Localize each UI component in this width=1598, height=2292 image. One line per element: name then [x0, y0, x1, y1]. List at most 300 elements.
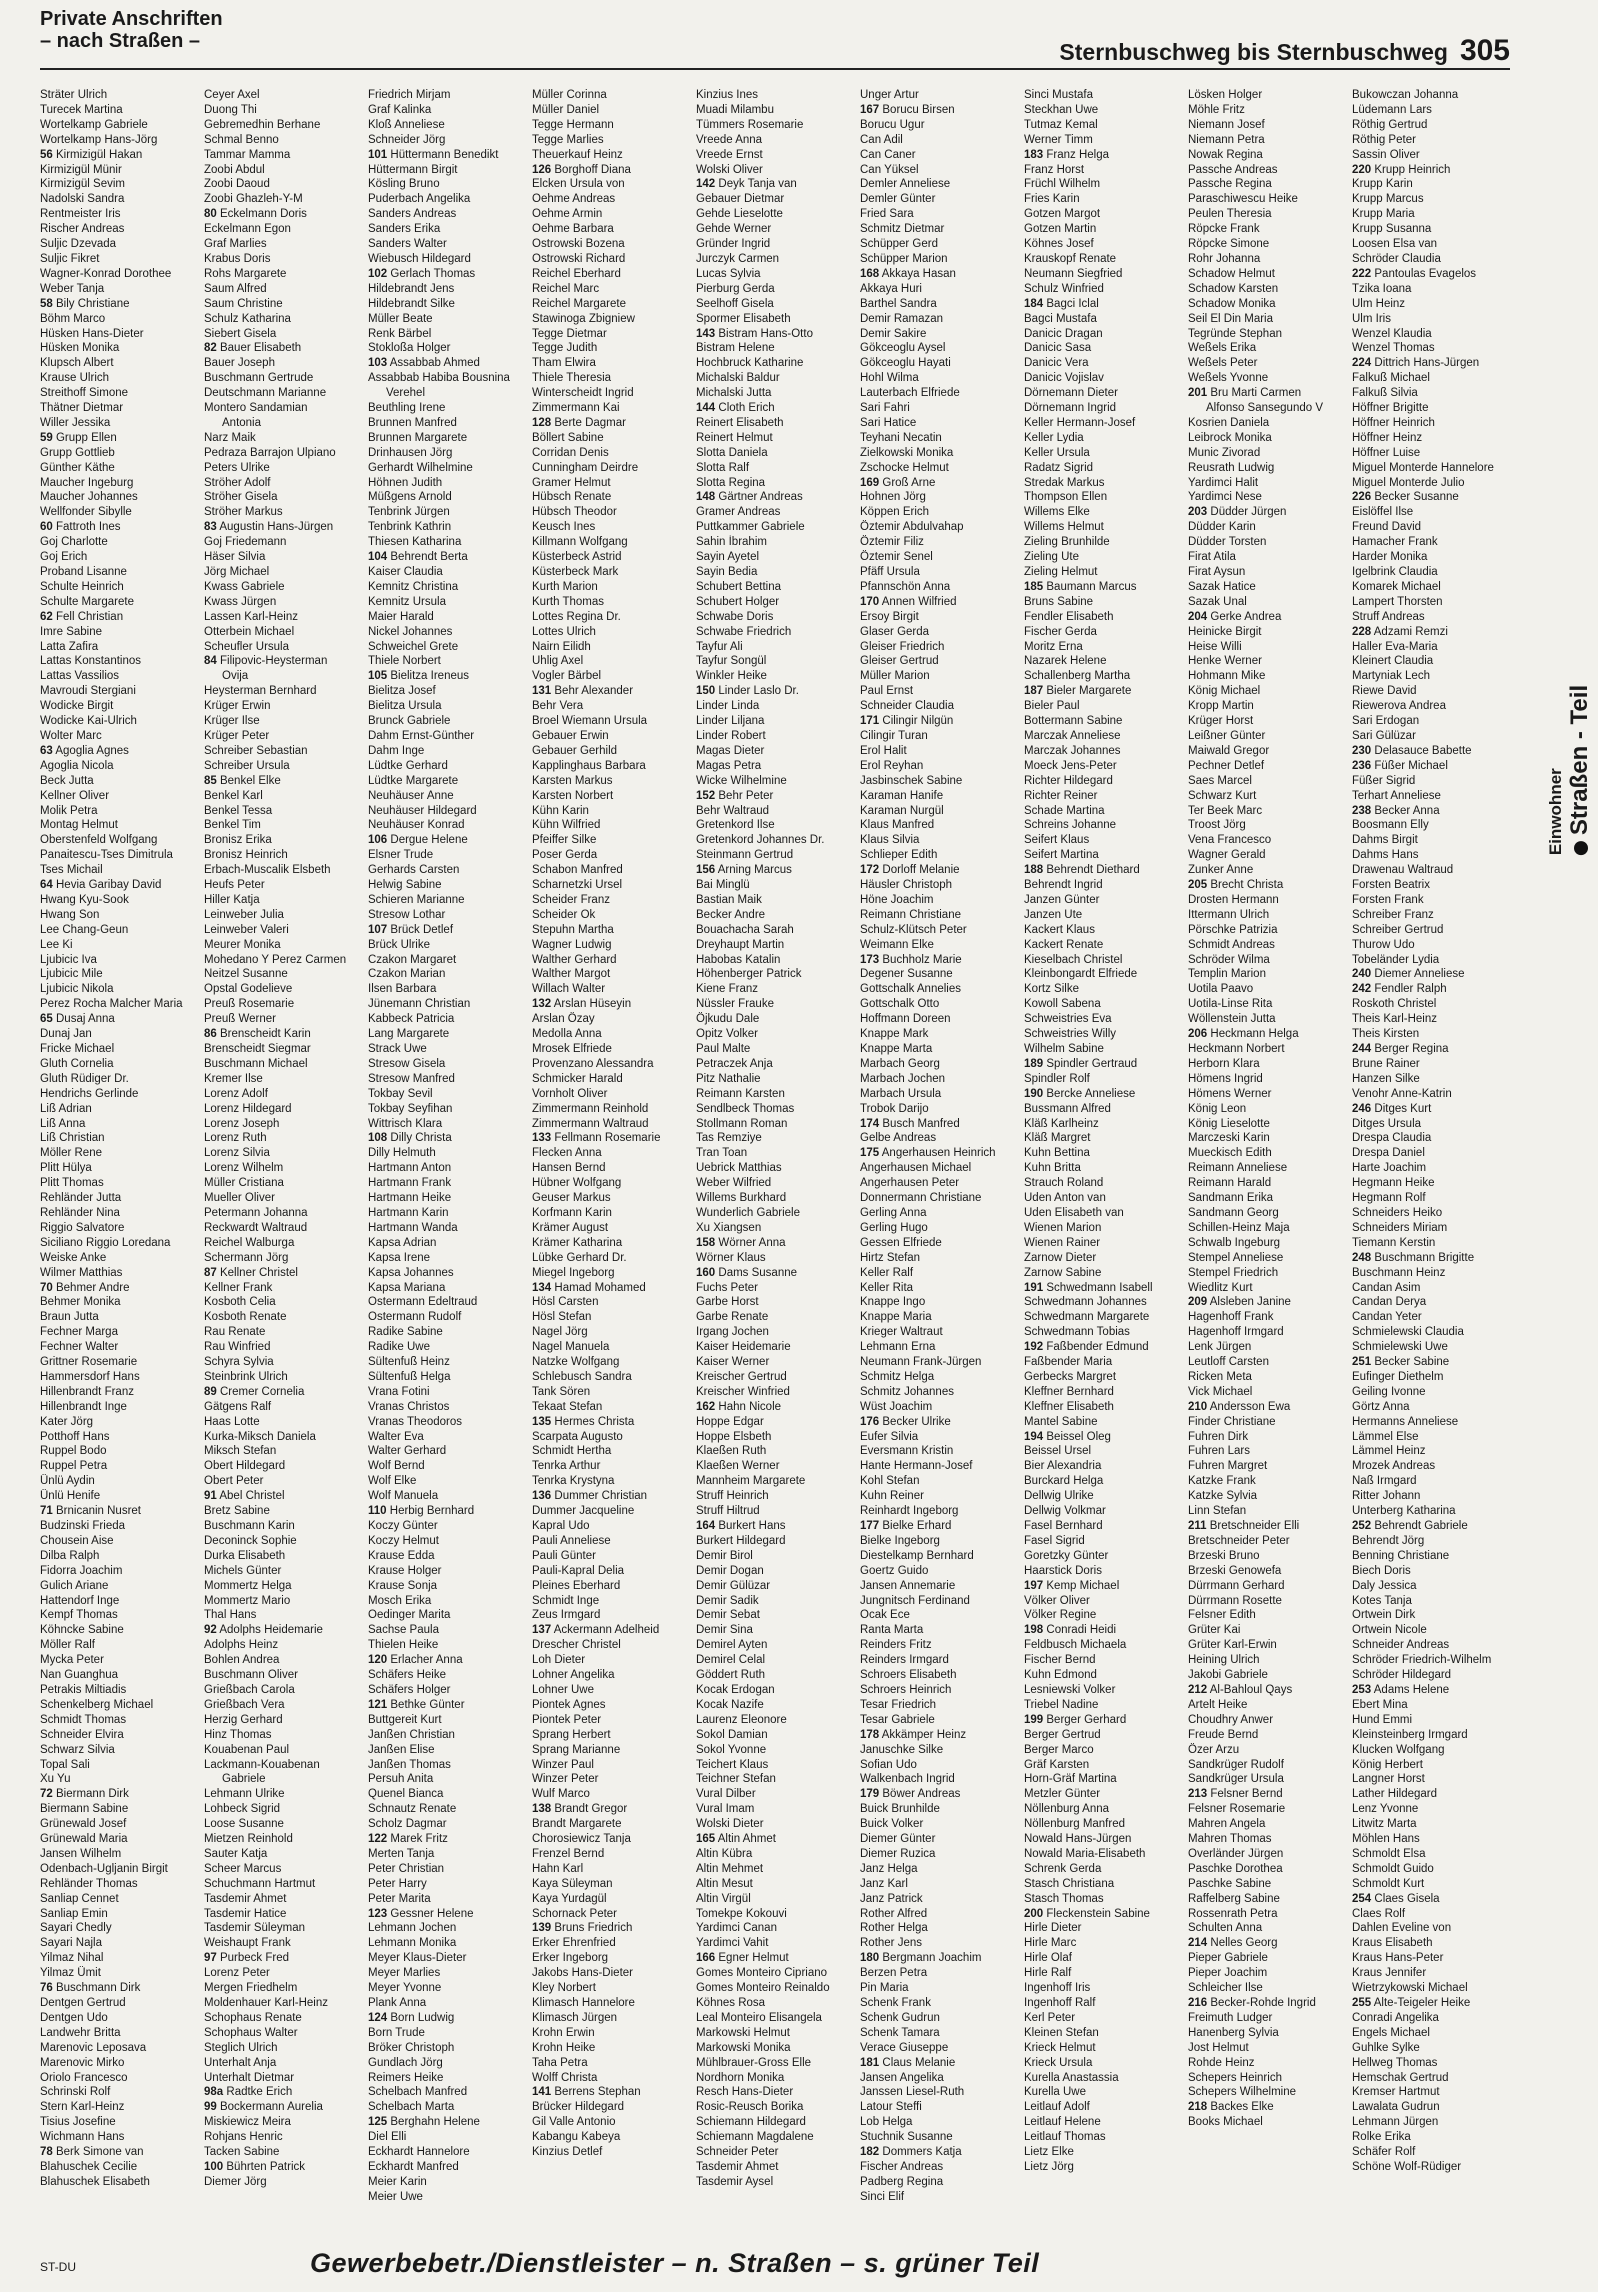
list-item: Yardimci Vahit [696, 1937, 769, 1950]
list-item: Hagenhoff Irmgard [1188, 1326, 1284, 1339]
list-item: Schweichel Grete [368, 640, 459, 653]
list-item: Schreins Johanne [1024, 819, 1117, 832]
list-item: Brück Ulrike [368, 938, 430, 951]
directory-column [1188, 88, 1352, 2228]
list-item: Hegmann Rolf [1352, 1192, 1426, 1205]
list-item: Buick Brunhilde [860, 1803, 940, 1816]
list-item: Pauli-Kapral Delia [532, 1564, 625, 1577]
list-item: Schmidt Inge [532, 1594, 600, 1607]
list-item: Schelbach Marta [368, 2101, 455, 2114]
list-item: 238 Becker Anna [1352, 804, 1440, 817]
list-item: Jungnitsch Ferdinand [860, 1594, 970, 1607]
list-item: Topal Sali [40, 1758, 90, 1771]
list-item: Ittermann Ulrich [1188, 908, 1270, 921]
list-item: Ebert Mina [1352, 1698, 1408, 1711]
list-item: Faßbender Maria [1024, 1356, 1113, 1369]
list-item: Leinweber Valeri [204, 923, 289, 936]
list-item: Mosch Erika [368, 1594, 432, 1607]
list-item: Kurka-Miksch Daniela [204, 1430, 316, 1443]
list-item: Nazarek Helene [1024, 655, 1107, 668]
list-item: 160 Dams Susanne [696, 1266, 798, 1279]
list-item: Friedrich Mirjam [368, 89, 451, 101]
list-item: 179 Böwer Andreas [860, 1788, 961, 1801]
list-item: Adolphs Heinz [204, 1639, 279, 1652]
list-item: Pieper Gabriele [1188, 1952, 1268, 1965]
list-item: Tran Toan [696, 1147, 748, 1160]
list-item: Keller Ralf [860, 1266, 914, 1279]
list-item: Koczy Günter [368, 1520, 438, 1532]
list-item: Kleinen Stefan [1024, 2026, 1099, 2039]
list-item: Templin Marion [1188, 968, 1266, 981]
list-item: Choudhry Anwer [1188, 1713, 1274, 1726]
list-item: 60 Fattroth Ines [40, 521, 121, 534]
section-tab [1546, 640, 1593, 900]
list-item: Wilhelm Sabine [1024, 1043, 1104, 1055]
list-item: Dellwig Volkmar [1024, 1505, 1106, 1518]
list-item: 218 Backes Elke [1188, 2101, 1274, 2114]
list-item: Tacken Sabine [204, 2146, 280, 2159]
list-item: Kackert Renate [1024, 938, 1104, 951]
list-item: Beuthling Irene [368, 402, 446, 415]
list-item: Rau Renate [204, 1326, 266, 1339]
list-item: Gleiser Friedrich [860, 640, 945, 653]
list-item: Tses Michail [40, 864, 103, 877]
list-item: Czakon Marian [368, 968, 446, 981]
list-item: Tegge Marlies [532, 133, 604, 146]
list-item: Liß Christian [40, 1132, 105, 1145]
list-item: Winterscheidt Ingrid [532, 387, 634, 400]
list-item: Schwarz Kurt [1188, 789, 1257, 802]
list-item: Petrakis Miltiadis [40, 1683, 127, 1696]
list-item: Flecken Anna [532, 1147, 602, 1160]
list-item: Tasdemir Süleyman [204, 1922, 305, 1935]
list-item: Klimasch Jürgen [532, 2011, 618, 2024]
list-item: Burkert Hildegard [696, 1534, 786, 1547]
list-item: Lorenz Peter [204, 1967, 270, 1980]
list-item: Weber Tanja [40, 282, 105, 295]
list-item: Scheider Ok [532, 908, 596, 921]
list-item: Kackert Klaus [1024, 923, 1095, 936]
list-item: Völker Regine [1024, 1609, 1097, 1622]
list-item: Linder Robert [696, 729, 766, 742]
list-item: Gebauer Gerhild [532, 744, 618, 757]
list-item: Degener Susanne [860, 968, 953, 981]
list-item: Reichel Walburga [204, 1236, 295, 1249]
list-item: Wiebusch Hildegard [368, 252, 471, 265]
list-item: Tomekpe Kokouvi [696, 1907, 787, 1920]
list-item: Uhlig Axel [532, 655, 584, 668]
list-item: Schuchmann Hartmut [204, 1877, 316, 1890]
list-item: Born Trude [368, 2026, 425, 2039]
list-item: Mahren Angela [1188, 1818, 1266, 1831]
list-item: Lorenz Wilhelm [204, 1162, 284, 1175]
list-item: Oehme Armin [532, 208, 603, 221]
list-item: Vreede Anna [696, 133, 763, 146]
list-item: Zoobi Abdul [204, 163, 265, 176]
list-item: Walkenbach Ingrid [860, 1773, 955, 1786]
list-item: Unterhalt Anja [204, 2056, 277, 2069]
list-item: Buschmann Michael [204, 1057, 308, 1070]
list-item: Köppen Erich [860, 506, 930, 519]
list-item: Reimers Heike [368, 2071, 444, 2084]
list-item: Hahn Karl [532, 1862, 584, 1875]
list-item: Passche Regina [1188, 178, 1272, 191]
list-item: Stresow Gisela [368, 1057, 446, 1070]
list-item: Steinbrink Ulrich [204, 1370, 288, 1383]
list-item: Schreiber Sebastian [204, 744, 308, 757]
list-item: Ersoy Birgit [860, 610, 919, 623]
list-item: Barthel Sandra [860, 297, 937, 310]
list-item: Sari Gülüzar [1352, 729, 1416, 742]
list-item: Zieling Brunhilde [1024, 536, 1110, 549]
list-item: Müßgens Arnold [368, 491, 452, 504]
list-item: Artelt Heike [1188, 1698, 1248, 1711]
list-item: Tayfur Songül [696, 655, 767, 668]
list-item: 65 Dusaj Anna [40, 1013, 115, 1026]
list-item: Kortz Silke [1024, 983, 1079, 996]
list-item: Beck Jutta [40, 774, 94, 787]
list-item: Perez Rocha Malcher Maria [40, 998, 183, 1011]
list-item: Jansen Angelika [860, 2071, 944, 2084]
list-item: Fasel Bernhard [1024, 1520, 1103, 1532]
list-item: Kocak Erdogan [696, 1683, 775, 1696]
list-item: Sprang Marianne [532, 1743, 621, 1756]
list-item: Hüttermann Birgit [368, 163, 458, 176]
list-item: Lauterbach Elfriede [860, 387, 960, 400]
list-item: Jakobi Gabriele [1188, 1669, 1268, 1682]
list-item: Janzen Ute [1024, 908, 1083, 921]
list-item: Paschke Dorothea [1188, 1862, 1283, 1875]
list-item: Drawenau Waltraud [1352, 864, 1454, 877]
list-item: Miegel Ingeborg [532, 1266, 615, 1279]
list-item: Willems Elke [1024, 506, 1090, 519]
list-item: Niemann Josef [1188, 118, 1265, 131]
list-item: Behmer Monika [40, 1296, 121, 1309]
list-item: 138 Brandt Gregor [532, 1803, 628, 1816]
list-item: Lottes Ulrich [532, 625, 596, 638]
list-item: Willer Jessika [40, 416, 111, 429]
list-item: Grittner Rosemarie [40, 1356, 138, 1369]
list-item: Reusrath Ludwig [1188, 461, 1275, 474]
list-item: Forsten Beatrix [1352, 879, 1430, 892]
list-item: Lattas Vassilios [40, 670, 120, 683]
list-item: Schweistries Willy [1024, 1028, 1117, 1041]
list-item: Hösl Stefan [532, 1311, 592, 1324]
list-item: Kocak Nazife [696, 1698, 764, 1711]
list-item: Cunningham Deirdre [532, 461, 639, 474]
list-item: Gleiser Gertrud [860, 655, 939, 668]
list-item: Wichmann Hans [40, 2131, 125, 2144]
list-item: Schulte Heinrich [40, 580, 124, 593]
list-item: Lohbeck Sigrid [204, 1803, 281, 1816]
list-item: Diel Elli [368, 2131, 407, 2144]
list-item: Schmoldt Elsa [1352, 1847, 1426, 1860]
list-item: Lehmann Erna [860, 1341, 936, 1354]
list-item: Krüger Peter [204, 729, 270, 742]
list-item: Brunnen Manfred [368, 416, 457, 429]
list-item: Demir Dogan [696, 1564, 764, 1577]
page-footer [40, 2246, 1520, 2286]
list-item: 71 Brnicanin Nusret [40, 1505, 142, 1518]
list-item: Dahms Hans [1352, 849, 1419, 862]
list-item: Lorenz Joseph [204, 1117, 280, 1130]
list-item: Weßels Peter [1188, 357, 1258, 370]
directory-column [860, 88, 1024, 2228]
list-item: Fischer Bernd [1024, 1654, 1096, 1667]
list-item: Janz Patrick [860, 1892, 923, 1905]
list-item: Felsner Rosemarie [1188, 1803, 1286, 1816]
list-item: Durka Elisabeth [204, 1549, 286, 1562]
list-item: Mahren Thomas [1188, 1833, 1272, 1846]
list-item: Steckhan Uwe [1024, 103, 1099, 116]
list-item: Röthig Gertrud [1352, 118, 1428, 131]
list-item: Janssen Liesel-Ruth [860, 2086, 965, 2099]
list-item: Ünlü Aydin [40, 1475, 95, 1488]
list-item: Berger Marco [1024, 1743, 1094, 1756]
list-item: Schwarz Silvia [40, 1743, 115, 1756]
list-item: Köhncke Sabine [40, 1624, 124, 1637]
list-item: Danicic Dragan [1024, 327, 1103, 340]
list-item: 136 Dummer Christian [532, 1490, 648, 1503]
list-item: Schmidt Andreas [1188, 938, 1275, 951]
list-item: 70 Behmer Andre [40, 1281, 130, 1294]
list-item: Schulte Margarete [40, 595, 134, 608]
list-item: Fechner Walter [40, 1341, 119, 1354]
list-item: Leißner Günter [1188, 729, 1266, 742]
list-item: Schneider Andreas [1352, 1639, 1450, 1652]
list-item: Sinci Elif [860, 2190, 905, 2203]
list-item: Sanders Andreas [368, 208, 457, 221]
list-item: Jurczyk Carmen [696, 252, 780, 265]
list-item: Krüger Horst [1188, 715, 1254, 728]
list-item: Ostrowski Richard [532, 252, 626, 265]
list-item: Drinhausen Jörg [368, 446, 453, 459]
list-item: Freude Bernd [1188, 1728, 1259, 1741]
list-item: Muadi Milambu [696, 103, 774, 116]
list-item: Gebremedhin Berhane [204, 118, 321, 131]
list-item: Möhle Fritz [1188, 103, 1245, 116]
list-item: Buttgereit Kurt [368, 1713, 442, 1726]
list-item: Uotila Paavo [1188, 983, 1254, 996]
list-item: Dentgen Gertrud [40, 1997, 126, 2009]
list-item: Höffner Luise [1352, 446, 1421, 459]
list-item: Wiedlitz Kurt [1188, 1281, 1253, 1294]
list-item: Nüssler Frauke [696, 998, 774, 1011]
list-item: Leitlauf Helene [1024, 2116, 1101, 2129]
list-item: Natzke Wolfgang [532, 1356, 620, 1369]
list-item: 91 Abel Christel [204, 1490, 285, 1503]
list-item: Röpcke Simone [1188, 238, 1270, 251]
list-item: 142 Deyk Tanja van [696, 178, 797, 191]
list-item: 228 Adzami Remzi [1352, 625, 1448, 638]
list-item: Tammar Mamma [204, 148, 291, 161]
list-item: Mietzen Reinhold [204, 1833, 293, 1846]
list-item: Buick Volker [860, 1818, 924, 1831]
list-item: Walter Gerhard [368, 1445, 447, 1458]
list-item: Moeck Jens-Peter [1024, 759, 1117, 772]
list-item: Gerling Hugo [860, 1221, 928, 1234]
list-item: Lohner Angelika [532, 1669, 615, 1682]
directory-column [40, 88, 204, 2228]
list-item: Fuhren Margret [1188, 1460, 1268, 1473]
list-item: Heinicke Birgit [1188, 625, 1262, 638]
list-item: Overländer Jürgen [1188, 1847, 1284, 1860]
list-item: Latour Steffi [860, 2101, 922, 2114]
list-item: Schophaus Renate [204, 2011, 302, 2024]
list-item: Trobok Darijo [860, 1102, 929, 1115]
list-item: 230 Delasauce Babette [1352, 744, 1472, 757]
list-item: Poser Gerda [532, 849, 598, 862]
list-item: Lackmann-Kouabenan [204, 1758, 320, 1771]
list-item: Hillenbrandt Franz [40, 1385, 134, 1398]
list-item: Rischer Andreas [40, 223, 125, 236]
list-item: Klupsch Albert [40, 357, 114, 370]
list-item: Pauli Anneliese [532, 1534, 611, 1547]
list-item: Sazak Hatice [1188, 580, 1256, 593]
list-item: Kösling Bruno [368, 178, 440, 191]
list-item: Seelhoff Gisela [696, 297, 774, 310]
section-tab-line2-text: Straßen - Teil [1566, 684, 1593, 836]
list-item: Miguel Monterde Hannelore [1352, 461, 1494, 474]
list-item: Lassen Karl-Heinz [204, 610, 298, 623]
list-item: Maucher Ingeburg [40, 476, 134, 489]
list-item: Fries Karin [1024, 193, 1080, 206]
list-item: Danicic Vojislav [1024, 372, 1104, 385]
list-item: Hüsken Monika [40, 342, 120, 355]
list-item: Landwehr Britta [40, 2026, 121, 2039]
list-item: Lob Helga [860, 2116, 913, 2129]
list-item: Krabus Doris [204, 252, 271, 265]
list-item: Broel Wiemann Ursula [532, 715, 648, 728]
list-item: Hagenhoff Frank [1188, 1311, 1274, 1324]
list-item: Neumann Siegfried [1024, 267, 1123, 280]
list-item: Gulich Ariane [40, 1579, 109, 1592]
list-item: Stern Karl-Heinz [40, 2101, 125, 2114]
list-item: Demir Sadik [696, 1594, 759, 1607]
list-item: Lämmel Heinz [1352, 1445, 1426, 1458]
list-item: Hartmann Wanda [368, 1221, 458, 1234]
list-item: Stresow Manfred [368, 1072, 455, 1085]
list-item: Gretenkord Ilse [696, 819, 775, 832]
list-item: Suljic Fikret [40, 252, 100, 265]
list-item: Grüter Karl-Erwin [1188, 1639, 1277, 1652]
list-item: Leitlauf Adolf [1024, 2101, 1090, 2114]
list-item: Küsterbeck Astrid [532, 551, 622, 564]
list-item: Knappe Marta [860, 1043, 933, 1055]
list-item: 87 Kellner Christel [204, 1266, 298, 1279]
list-item: Horn-Gräf Martina [1024, 1773, 1117, 1786]
list-item: Paschke Sabine [1188, 1877, 1272, 1890]
list-item: Diemer Jörg [204, 2175, 267, 2188]
list-item: 209 Alsleben Janine [1188, 1296, 1291, 1309]
list-item: Kapral Udo [532, 1520, 590, 1532]
list-item: Candan Yeter [1352, 1311, 1422, 1324]
list-item: 164 Burkert Hans [696, 1520, 786, 1532]
list-item: Roskoth Christel [1352, 998, 1437, 1011]
list-item: Reinders Fritz [860, 1639, 932, 1652]
list-item: Schelbach Manfred [368, 2086, 468, 2099]
list-item: Krämer Katharina [532, 1236, 623, 1249]
list-item: Deutschmann Marianne [204, 387, 327, 400]
list-item: 101 Hüttermann Benedikt [368, 148, 499, 161]
list-item: Garbe Renate [696, 1311, 769, 1324]
list-item: 107 Brück Detlef [368, 923, 454, 936]
list-item: 104 Behrendt Berta [368, 551, 468, 564]
list-item: Stokloßa Holger [368, 342, 451, 355]
list-item: Kurella Anastassia [1024, 2071, 1119, 2084]
list-item: Schrinski Rolf [40, 2086, 111, 2099]
list-item: Mohedano Y Perez Carmen [204, 953, 347, 966]
list-item: 197 Kemp Michael [1024, 1579, 1120, 1592]
list-item: Theis Karl-Heinz [1352, 1013, 1437, 1026]
list-item: Hammersdorf Hans [40, 1370, 140, 1383]
list-item: 216 Becker-Rohde Ingrid [1188, 1997, 1316, 2009]
list-item: 174 Busch Manfred [860, 1117, 960, 1130]
list-item: Danicic Vera [1024, 357, 1089, 370]
list-item: Radike Sabine [368, 1326, 443, 1339]
directory-column [1352, 88, 1516, 2228]
list-item: Teichert Klaus [696, 1758, 769, 1771]
list-item: Conradi Angelika [1352, 2011, 1439, 2024]
list-item: Früchl Wilhelm [1024, 178, 1101, 191]
list-item: Tank Sören [532, 1385, 591, 1398]
list-item: Walther Margot [532, 968, 611, 981]
list-item: Dellwig Ulrike [1024, 1490, 1094, 1503]
list-item: Kurth Marion [532, 580, 598, 593]
list-item: Lawalata Gudrun [1352, 2101, 1440, 2114]
list-item: Möller Ralf [40, 1639, 95, 1652]
list-item: Ricken Meta [1188, 1370, 1252, 1383]
list-item: Hartmann Anton [368, 1162, 452, 1175]
list-item: Brunck Gabriele [368, 715, 451, 728]
list-item: Goertz Guido [860, 1564, 929, 1577]
list-item: Lorenz Hildegard [204, 1102, 292, 1115]
list-item: Weber Wilfried [696, 1177, 772, 1190]
list-item: Oehme Andreas [532, 193, 616, 206]
list-item: Rother Alfred [860, 1907, 928, 1920]
list-item: Ortwein Dirk [1352, 1609, 1416, 1622]
list-item: Ströher Markus [204, 506, 283, 519]
list-item: Miguel Monterde Julio [1352, 476, 1465, 489]
list-item: Dunaj Jan [40, 1028, 92, 1041]
list-item: Winkler Heike [696, 670, 767, 683]
list-item: 110 Herbig Bernhard [368, 1505, 475, 1518]
list-item: Hartmann Heike [368, 1192, 452, 1205]
list-item: Kowoll Sabena [1024, 998, 1101, 1011]
list-item: Wienen Marion [1024, 1221, 1102, 1234]
list-item: Schepers Heinrich [1188, 2071, 1282, 2084]
list-item: Duong Thi [204, 103, 257, 116]
list-item: 83 Augustin Hans-Jürgen [204, 521, 334, 534]
list-item: Odenbach-Ugljanin Birgit [40, 1862, 168, 1875]
list-item: Görtz Anna [1352, 1400, 1410, 1413]
list-item: Scholz Dagmar [368, 1818, 447, 1831]
list-item: Ostrowski Bozena [532, 238, 625, 251]
list-item: Ritter Johann [1352, 1490, 1421, 1503]
list-item: Marbach Georg [860, 1057, 940, 1070]
list-item: Nowald Hans-Jürgen [1024, 1833, 1132, 1846]
list-item: Donnermann Christiane [860, 1192, 982, 1205]
list-item: 194 Beissel Oleg [1024, 1430, 1111, 1443]
list-item: Moritz Erna [1024, 640, 1083, 653]
list-item: Dahm Inge [368, 744, 425, 757]
list-item: Hanzen Silke [1352, 1072, 1420, 1085]
list-item: Demirel Celal [696, 1654, 766, 1667]
section-title-line1: Private Anschriften [40, 8, 223, 30]
list-item: Dahlen Eveline von [1352, 1922, 1452, 1935]
list-item: Kosboth Renate [204, 1311, 287, 1324]
list-item: Unger Artur [860, 89, 919, 101]
